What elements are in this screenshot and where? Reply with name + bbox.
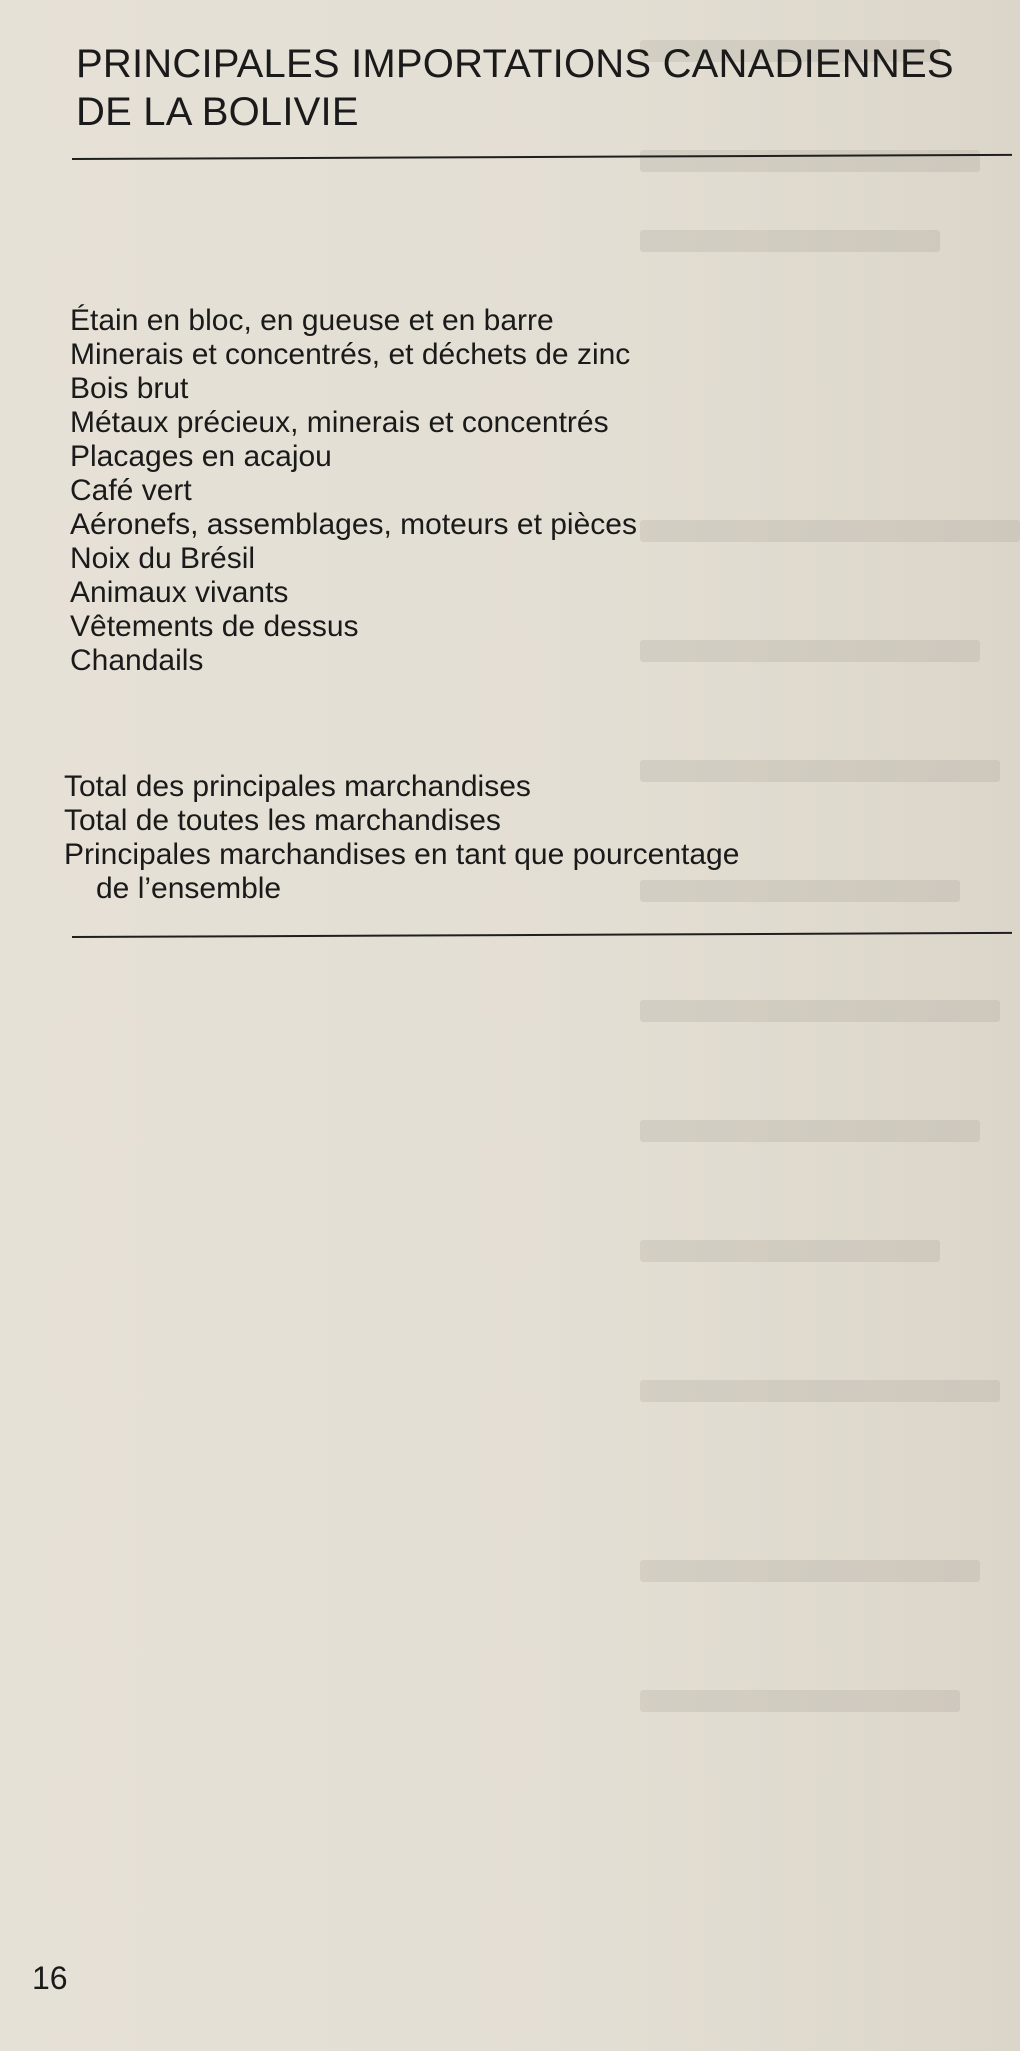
commodity-item: Café vert (70, 474, 192, 507)
total-principal: Total des principales marchandises (64, 770, 531, 803)
commodity-item: Noix du Brésil (70, 542, 256, 575)
commodity-item: Bois brut (70, 372, 189, 405)
commodity-item: Étain en bloc, en gueuse et en barre (70, 304, 554, 337)
commodity-list (70, 304, 637, 678)
totals-list (64, 770, 739, 906)
top-divider (72, 154, 1012, 160)
title-line-1: PRINCIPALES IMPORTATIONS CANADIENNES (76, 42, 954, 86)
commodity-item: Minerais et concentrés, et déchets de zinc (70, 338, 631, 371)
page-number: 16 (32, 1960, 68, 1996)
page-title (76, 40, 1016, 136)
commodity-item: Vêtements de dessus (70, 610, 359, 643)
total-all: Total de toutes les marchandises (64, 804, 501, 837)
commodity-item: Aéronefs, assemblages, moteurs et pièces (70, 508, 637, 541)
total-percentage (64, 838, 739, 906)
total-percentage-line-2: de l’ensemble (96, 872, 282, 905)
total-percentage-line-1: Principales marchandises en tant que pourcentage (64, 838, 740, 871)
title-line-2: DE LA BOLIVIE (76, 90, 359, 134)
commodity-item: Chandails (70, 644, 204, 677)
bottom-divider (72, 932, 1012, 938)
commodity-item: Métaux précieux, minerais et concentrés (70, 406, 609, 439)
commodity-item: Placages en acajou (70, 440, 332, 473)
commodity-item: Animaux vivants (70, 576, 289, 609)
